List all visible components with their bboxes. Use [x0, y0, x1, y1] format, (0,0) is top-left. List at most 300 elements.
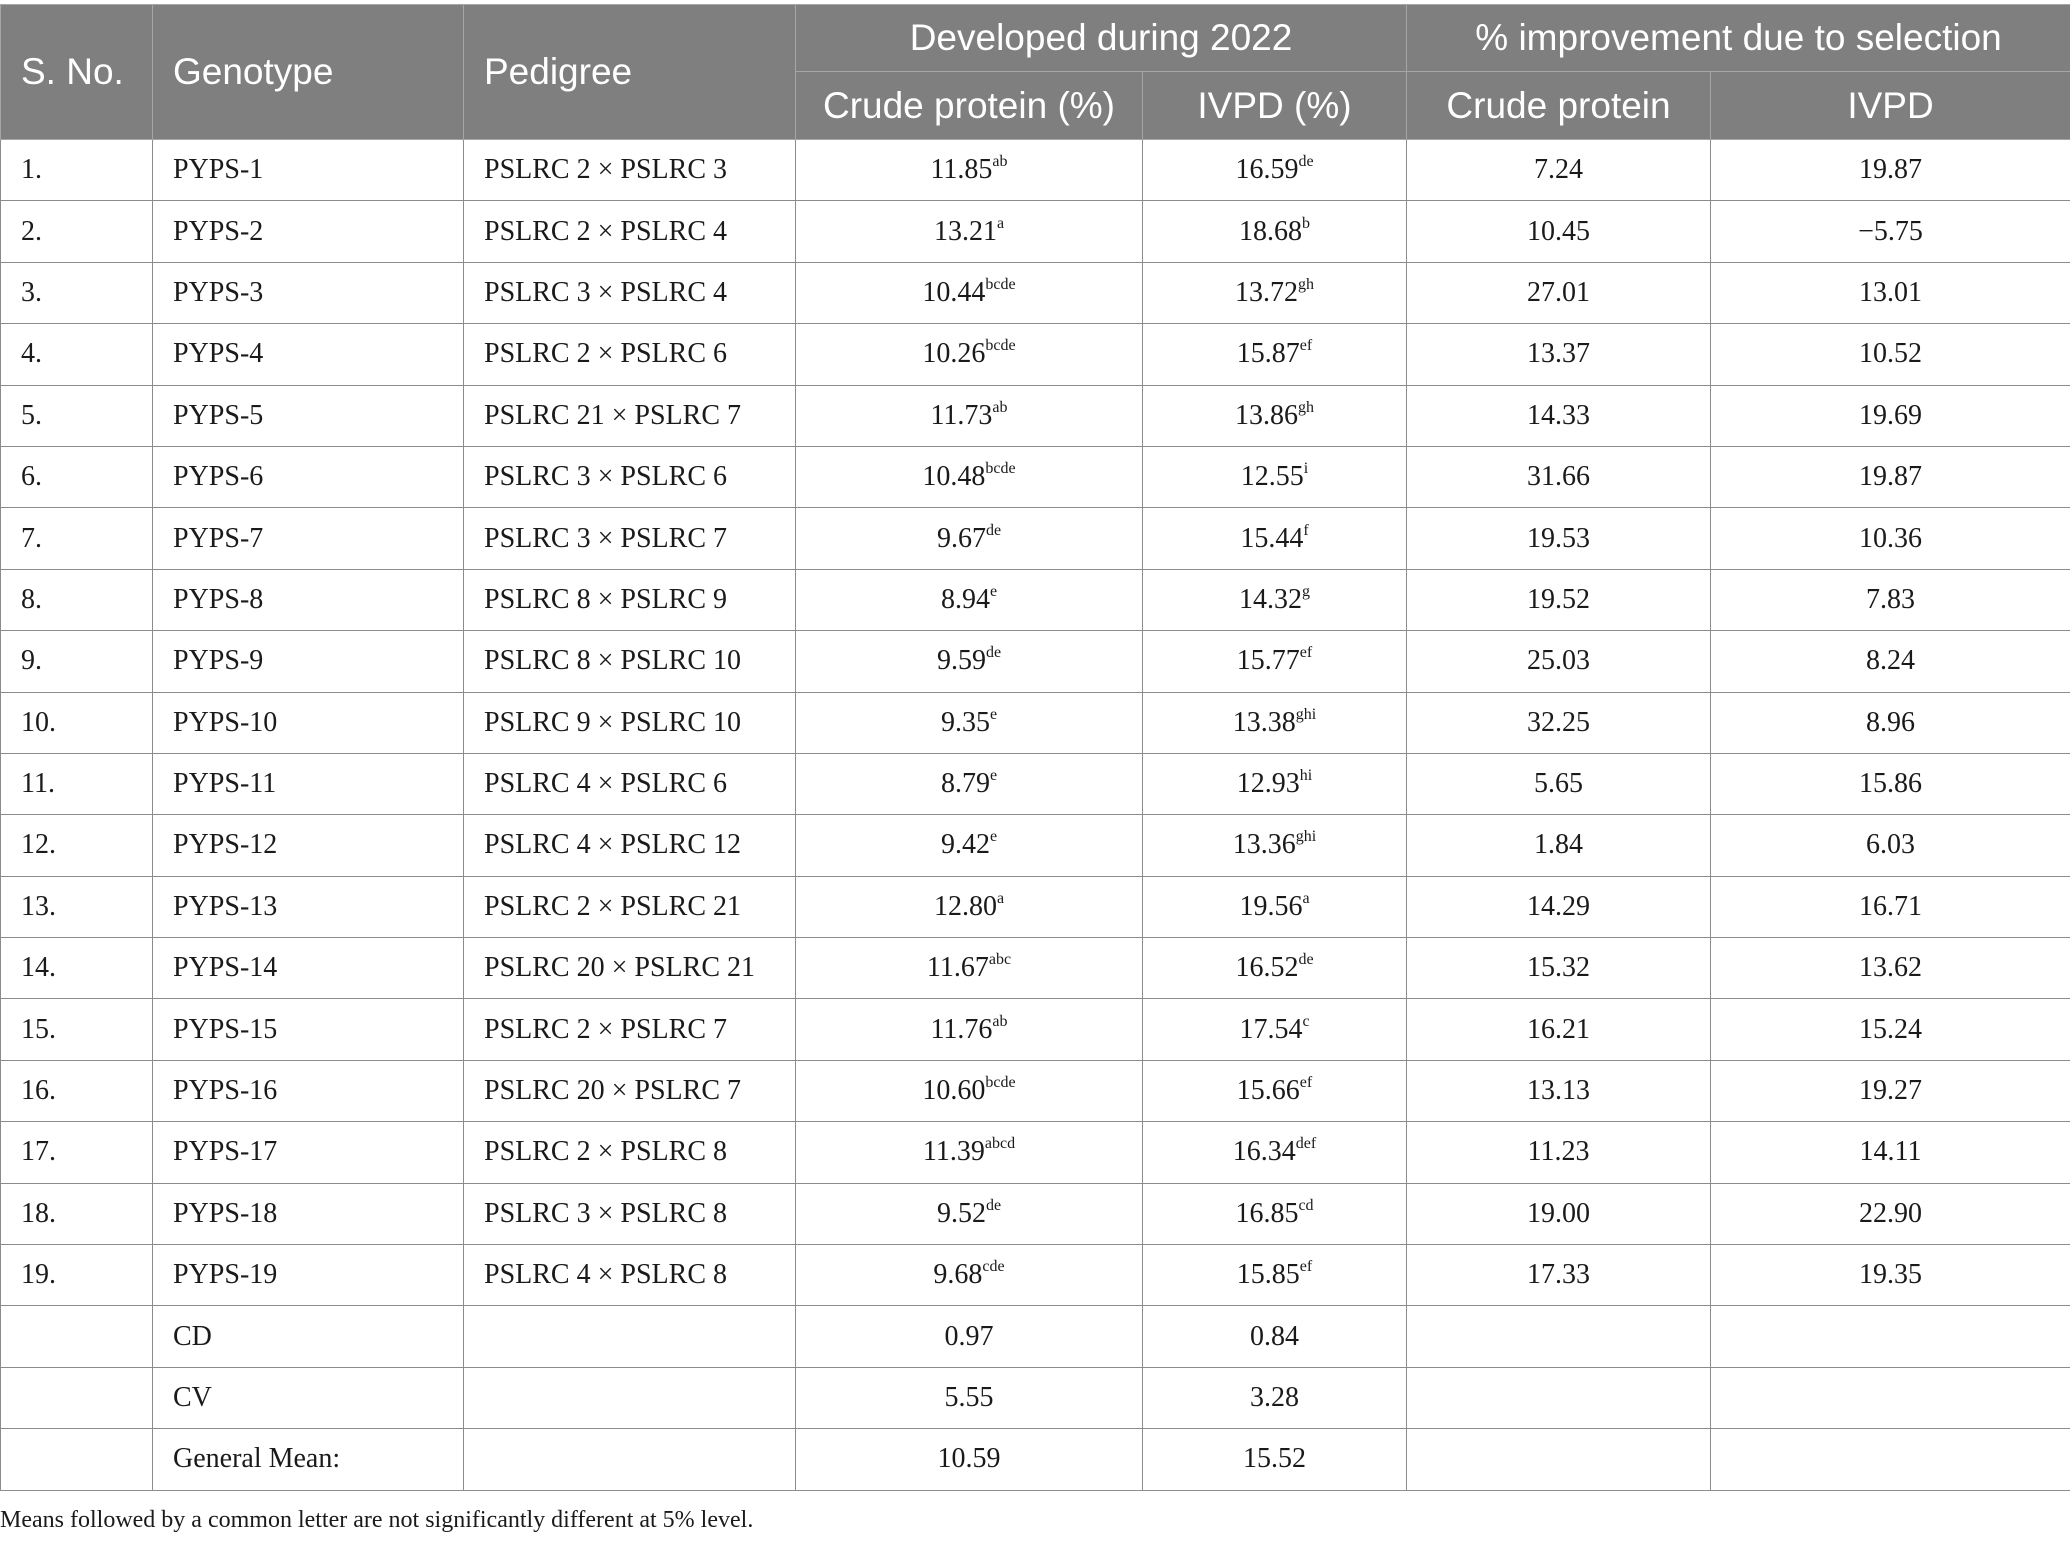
cell-pedigree-value: PSLRC 8 × PSLRC 10	[484, 645, 741, 677]
cell-ivpd-significance-letters: de	[1298, 951, 1314, 969]
cell-improvement-ivpd-value: 19.87	[1859, 154, 1923, 186]
cell-crude-protein-value: 10.60	[922, 1075, 986, 1107]
cell-genotype	[153, 446, 464, 507]
cell-improvement-crude-protein	[1407, 753, 1711, 814]
cell-ivpd	[1143, 815, 1407, 876]
cell-pedigree-value: PSLRC 2 × PSLRC 3	[484, 154, 727, 186]
cell-ivpd-significance-letters: c	[1302, 1012, 1310, 1030]
cell-genotype	[153, 999, 464, 1060]
cell-crude-protein-value: 8.79	[940, 768, 990, 800]
table-row	[1, 201, 2070, 262]
cell-ivpd-significance-letters: ghi	[1295, 828, 1317, 846]
cell-ivpd-significance-letters: ghi	[1295, 705, 1317, 723]
cell-ivpd-value: 15.44	[1240, 522, 1304, 554]
table-row	[1, 1183, 2070, 1244]
cell-ivpd-value: 19.56	[1239, 890, 1303, 922]
cell-summary-crude-protein	[796, 1429, 1143, 1490]
cell-ivpd-significance-letters: a	[1302, 889, 1310, 907]
cell-ivpd-value: 12.93	[1236, 768, 1300, 800]
cell-ivpd-value: 14.32	[1239, 583, 1302, 615]
cell-genotype-value: PYPS-19	[173, 1259, 278, 1291]
cell-sno-value: 8.	[21, 583, 42, 615]
cell-crude-protein	[796, 508, 1143, 569]
cell-summary-label-value: CV	[173, 1382, 212, 1413]
cell-improvement-crude-protein-value: 5.65	[1534, 768, 1584, 800]
cell-improvement-crude-protein-value: 1.84	[1534, 829, 1584, 861]
cell-improvement-ivpd-value: 7.83	[1866, 583, 1916, 615]
cell-ivpd	[1143, 385, 1407, 446]
summary-row	[1, 1367, 2070, 1428]
cell-sno-value: 1.	[21, 154, 42, 186]
cell-improvement-ivpd	[1711, 1183, 2070, 1244]
cell-improvement-crude-protein	[1407, 999, 1711, 1060]
cell-summary-ivpd	[1143, 1367, 1407, 1428]
table-row	[1, 753, 2070, 814]
cell-crude-protein-value: 9.52	[936, 1197, 986, 1229]
cell-improvement-ivpd-empty	[1711, 1429, 2070, 1490]
table-row	[1, 1122, 2070, 1183]
cell-pedigree-empty	[464, 1306, 796, 1367]
cell-improvement-crude-protein	[1407, 938, 1711, 999]
cell-ivpd	[1143, 140, 1407, 201]
cell-ivpd	[1143, 1245, 1407, 1306]
cell-pedigree-value: PSLRC 2 × PSLRC 6	[484, 338, 727, 370]
cell-improvement-crude-protein	[1407, 692, 1711, 753]
cell-genotype-value: PYPS-11	[173, 768, 277, 800]
cell-improvement-crude-protein-empty	[1407, 1429, 1711, 1490]
cell-crude-protein-value: 10.48	[922, 461, 986, 493]
cell-crude-protein	[796, 876, 1143, 937]
cell-crude-protein-value: 9.68	[933, 1259, 983, 1291]
cell-crude-protein	[796, 1122, 1143, 1183]
cell-crude-protein-significance-letters: ab	[992, 398, 1008, 416]
cell-genotype-value: PYPS-8	[173, 583, 264, 615]
cell-crude-protein	[796, 938, 1143, 999]
cell-genotype	[153, 1245, 464, 1306]
cell-crude-protein-significance-letters: de	[985, 521, 1002, 539]
cell-sno-value: 3.	[21, 276, 42, 308]
cell-ivpd-value: 15.87	[1236, 338, 1300, 370]
cell-improvement-ivpd	[1711, 446, 2070, 507]
cell-genotype-value: PYPS-4	[173, 338, 264, 370]
cell-genotype	[153, 815, 464, 876]
cell-improvement-crude-protein-value: 25.03	[1527, 645, 1591, 677]
cell-sno	[1, 999, 153, 1060]
cell-pedigree	[464, 1245, 796, 1306]
cell-crude-protein	[796, 262, 1143, 323]
cell-improvement-ivpd	[1711, 140, 2070, 201]
cell-ivpd-significance-letters: ef	[1299, 337, 1313, 355]
cell-crude-protein-value: 11.39	[922, 1136, 985, 1168]
cell-improvement-crude-protein	[1407, 815, 1711, 876]
table-row	[1, 508, 2070, 569]
header-genotype: Genotype	[153, 5, 464, 140]
header-group-improvement: % improvement due to selection	[1407, 5, 2070, 72]
cell-genotype	[153, 1122, 464, 1183]
cell-sno	[1, 446, 153, 507]
cell-sno-value: 2.	[21, 215, 42, 247]
header-group-developed: Developed during 2022	[796, 5, 1407, 72]
cell-ivpd	[1143, 446, 1407, 507]
cell-sno-value: 7.	[21, 522, 42, 554]
cell-genotype	[153, 569, 464, 630]
cell-improvement-crude-protein-empty	[1407, 1367, 1711, 1428]
cell-sno	[1, 140, 153, 201]
cell-ivpd	[1143, 508, 1407, 569]
cell-sno-value: 12.	[21, 829, 56, 861]
cell-genotype	[153, 262, 464, 323]
cell-improvement-crude-protein-value: 16.21	[1527, 1013, 1591, 1045]
cell-genotype-value: PYPS-10	[173, 706, 278, 738]
cell-genotype-value: PYPS-15	[173, 1013, 278, 1045]
cell-ivpd-significance-letters: gh	[1298, 398, 1314, 416]
cell-sno	[1, 876, 153, 937]
cell-pedigree	[464, 262, 796, 323]
cell-improvement-ivpd	[1711, 999, 2070, 1060]
cell-improvement-crude-protein	[1407, 262, 1711, 323]
cell-crude-protein	[796, 140, 1143, 201]
cell-summary-crude-protein	[796, 1306, 1143, 1367]
cell-pedigree	[464, 1060, 796, 1121]
cell-pedigree	[464, 201, 796, 262]
cell-sno-value: 9.	[21, 645, 42, 677]
cell-crude-protein-value: 13.21	[933, 215, 997, 247]
cell-pedigree	[464, 140, 796, 201]
cell-summary-ivpd-value: 0.84	[1250, 1320, 1299, 1352]
cell-ivpd	[1143, 1122, 1407, 1183]
cell-sno	[1, 569, 153, 630]
cell-improvement-ivpd	[1711, 1122, 2070, 1183]
cell-crude-protein-significance-letters: e	[989, 828, 998, 846]
header-pedigree: Pedigree	[464, 5, 796, 140]
cell-pedigree	[464, 324, 796, 385]
cell-sno	[1, 324, 153, 385]
cell-improvement-crude-protein-value: 19.53	[1527, 522, 1591, 554]
cell-sno-value: 16.	[21, 1075, 56, 1107]
cell-improvement-ivpd-value: 8.24	[1866, 645, 1916, 677]
cell-summary-label-value: CD	[173, 1320, 212, 1352]
cell-genotype	[153, 140, 464, 201]
cell-ivpd-value: 16.85	[1235, 1197, 1299, 1229]
cell-crude-protein-value: 12.80	[933, 890, 997, 922]
cell-ivpd-significance-letters: g	[1302, 582, 1310, 600]
cell-improvement-ivpd-value: 19.35	[1859, 1259, 1923, 1291]
cell-improvement-crude-protein-value: 17.33	[1527, 1259, 1591, 1291]
cell-genotype-value: PYPS-9	[173, 645, 264, 677]
cell-sno-empty	[1, 1429, 153, 1490]
cell-pedigree	[464, 753, 796, 814]
cell-genotype	[153, 753, 464, 814]
cell-genotype-value: PYPS-18	[173, 1197, 278, 1229]
cell-ivpd-significance-letters: def	[1295, 1135, 1317, 1153]
cell-improvement-ivpd-value: 15.86	[1859, 768, 1923, 800]
cell-pedigree	[464, 508, 796, 569]
cell-pedigree-value: PSLRC 9 × PSLRC 10	[484, 706, 741, 738]
cell-summary-ivpd-value: 15.52	[1243, 1443, 1306, 1475]
genotype-table	[0, 4, 2070, 1491]
cell-improvement-ivpd-value: 10.36	[1859, 522, 1923, 554]
cell-genotype-value: PYPS-3	[173, 276, 264, 308]
cell-pedigree	[464, 938, 796, 999]
cell-sno-value: 5.	[21, 399, 42, 431]
cell-improvement-ivpd	[1711, 569, 2070, 630]
cell-summary-ivpd	[1143, 1429, 1407, 1490]
cell-genotype-value: PYPS-17	[173, 1136, 278, 1168]
cell-crude-protein	[796, 999, 1143, 1060]
cell-ivpd	[1143, 262, 1407, 323]
cell-improvement-ivpd-value: 19.87	[1859, 461, 1923, 493]
cell-crude-protein-significance-letters: bcde	[985, 1074, 1016, 1092]
cell-crude-protein	[796, 1060, 1143, 1121]
cell-improvement-crude-protein	[1407, 1183, 1711, 1244]
cell-genotype-value: PYPS-2	[173, 215, 264, 247]
cell-sno	[1, 1060, 153, 1121]
cell-sno-value: 14.	[21, 952, 56, 984]
cell-genotype	[153, 1060, 464, 1121]
cell-ivpd-value: 17.54	[1239, 1013, 1303, 1045]
cell-genotype	[153, 508, 464, 569]
cell-improvement-ivpd-value: −5.75	[1858, 215, 1923, 247]
cell-improvement-crude-protein	[1407, 1245, 1711, 1306]
cell-ivpd	[1143, 999, 1407, 1060]
cell-crude-protein	[796, 692, 1143, 753]
cell-crude-protein	[796, 324, 1143, 385]
cell-sno-value: 4.	[21, 338, 42, 370]
cell-sno-empty	[1, 1367, 153, 1428]
cell-ivpd-significance-letters: ef	[1299, 644, 1313, 662]
cell-crude-protein	[796, 1245, 1143, 1306]
cell-genotype-value: PYPS-7	[173, 522, 264, 554]
cell-sno	[1, 631, 153, 692]
cell-genotype	[153, 876, 464, 937]
cell-sno	[1, 938, 153, 999]
cell-crude-protein	[796, 446, 1143, 507]
cell-pedigree	[464, 1122, 796, 1183]
cell-crude-protein-significance-letters: de	[985, 1196, 1002, 1214]
cell-improvement-crude-protein-value: 19.00	[1527, 1197, 1591, 1229]
cell-crude-protein-significance-letters: ab	[992, 153, 1008, 171]
cell-sno-value: 13.	[21, 890, 56, 922]
cell-ivpd	[1143, 201, 1407, 262]
cell-crude-protein-value: 9.35	[940, 706, 990, 738]
cell-crude-protein-significance-letters: a	[996, 889, 1005, 907]
summary-row	[1, 1429, 2070, 1490]
cell-improvement-ivpd-value: 15.24	[1859, 1013, 1923, 1045]
summary-row	[1, 1306, 2070, 1367]
cell-pedigree-value: PSLRC 20 × PSLRC 7	[484, 1075, 741, 1107]
cell-pedigree-value: PSLRC 4 × PSLRC 12	[484, 829, 741, 861]
cell-ivpd-value: 13.38	[1232, 706, 1296, 738]
cell-improvement-crude-protein-value: 14.33	[1527, 399, 1591, 431]
cell-pedigree-value: PSLRC 2 × PSLRC 8	[484, 1136, 727, 1168]
header-crude-protein: Crude protein	[1407, 72, 1711, 140]
cell-sno	[1, 753, 153, 814]
cell-sno	[1, 508, 153, 569]
cell-improvement-ivpd	[1711, 385, 2070, 446]
cell-crude-protein-value: 11.67	[926, 952, 989, 984]
cell-sno	[1, 1245, 153, 1306]
cell-crude-protein-value: 11.76	[930, 1013, 993, 1045]
cell-crude-protein-value: 10.44	[922, 276, 986, 308]
cell-ivpd-value: 15.85	[1236, 1259, 1300, 1291]
data-table-container	[0, 4, 2070, 1491]
cell-ivpd-significance-letters: ef	[1299, 1074, 1313, 1092]
cell-crude-protein-value: 9.67	[936, 522, 986, 554]
cell-ivpd-value: 13.72	[1235, 276, 1298, 308]
cell-genotype-value: PYPS-1	[173, 154, 264, 186]
cell-genotype-value: PYPS-14	[173, 952, 278, 984]
cell-ivpd-value: 16.52	[1235, 952, 1299, 984]
cell-pedigree-value: PSLRC 21 × PSLRC 7	[484, 399, 741, 431]
table-row	[1, 569, 2070, 630]
cell-crude-protein	[796, 815, 1143, 876]
cell-genotype-value: PYPS-12	[173, 829, 278, 861]
table-row	[1, 815, 2070, 876]
cell-improvement-ivpd-value: 13.01	[1859, 276, 1923, 308]
cell-improvement-crude-protein-value: 10.45	[1527, 215, 1591, 247]
cell-improvement-crude-protein	[1407, 140, 1711, 201]
header-ivpd: IVPD	[1711, 72, 2070, 140]
cell-improvement-ivpd-empty	[1711, 1306, 2070, 1367]
cell-improvement-ivpd	[1711, 692, 2070, 753]
cell-pedigree-value: PSLRC 3 × PSLRC 8	[484, 1197, 727, 1229]
cell-crude-protein-value: 9.59	[936, 645, 986, 677]
cell-pedigree	[464, 1183, 796, 1244]
cell-crude-protein-significance-letters: e	[989, 767, 998, 785]
cell-sno	[1, 385, 153, 446]
table-row	[1, 1060, 2070, 1121]
cell-ivpd-significance-letters: de	[1298, 153, 1314, 171]
cell-summary-label	[153, 1306, 464, 1367]
cell-improvement-crude-protein-value: 13.13	[1527, 1075, 1591, 1107]
cell-crude-protein-significance-letters: bcde	[985, 337, 1016, 355]
cell-improvement-crude-protein	[1407, 201, 1711, 262]
cell-crude-protein	[796, 201, 1143, 262]
cell-sno-value: 6.	[21, 461, 42, 493]
cell-pedigree-empty	[464, 1367, 796, 1428]
cell-sno	[1, 201, 153, 262]
cell-crude-protein-significance-letters: a	[996, 214, 1005, 232]
cell-improvement-ivpd	[1711, 201, 2070, 262]
cell-ivpd	[1143, 1183, 1407, 1244]
cell-improvement-ivpd	[1711, 753, 2070, 814]
cell-improvement-ivpd	[1711, 1245, 2070, 1306]
cell-improvement-crude-protein	[1407, 631, 1711, 692]
cell-improvement-ivpd	[1711, 631, 2070, 692]
cell-ivpd-significance-letters: ef	[1299, 1258, 1313, 1276]
cell-crude-protein-value: 8.94	[940, 583, 990, 615]
cell-improvement-crude-protein-value: 32.25	[1527, 706, 1591, 738]
cell-crude-protein-value: 11.73	[930, 399, 993, 431]
cell-sno	[1, 815, 153, 876]
cell-improvement-ivpd-empty	[1711, 1367, 2070, 1428]
table-header	[1, 5, 2070, 140]
cell-summary-crude-protein-value: 10.59	[937, 1443, 1001, 1475]
cell-summary-ivpd	[1143, 1306, 1407, 1367]
cell-ivpd-significance-letters: i	[1303, 460, 1309, 478]
cell-sno	[1, 262, 153, 323]
cell-improvement-ivpd	[1711, 938, 2070, 999]
cell-summary-label-value: General Mean:	[173, 1443, 341, 1475]
cell-pedigree	[464, 631, 796, 692]
table-row	[1, 1245, 2070, 1306]
cell-ivpd	[1143, 631, 1407, 692]
cell-improvement-ivpd	[1711, 815, 2070, 876]
cell-genotype-value: PYPS-13	[173, 890, 278, 922]
cell-summary-crude-protein	[796, 1367, 1143, 1428]
cell-summary-ivpd-value: 3.28	[1250, 1382, 1299, 1413]
header-sno: S. No.	[1, 5, 153, 140]
cell-pedigree-value: PSLRC 3 × PSLRC 7	[484, 522, 727, 554]
cell-ivpd-value: 15.66	[1236, 1075, 1300, 1107]
cell-summary-crude-protein-value: 5.55	[944, 1382, 994, 1413]
table-row	[1, 692, 2070, 753]
cell-pedigree	[464, 692, 796, 753]
cell-genotype	[153, 631, 464, 692]
table-row	[1, 324, 2070, 385]
cell-ivpd-value: 16.34	[1232, 1136, 1296, 1168]
cell-pedigree	[464, 815, 796, 876]
cell-pedigree-value: PSLRC 2 × PSLRC 21	[484, 890, 741, 922]
cell-ivpd	[1143, 569, 1407, 630]
cell-crude-protein	[796, 385, 1143, 446]
cell-crude-protein	[796, 1183, 1143, 1244]
table-row	[1, 140, 2070, 201]
cell-summary-label	[153, 1429, 464, 1490]
cell-pedigree-empty	[464, 1429, 796, 1490]
cell-improvement-crude-protein-value: 27.01	[1527, 276, 1591, 308]
cell-genotype	[153, 1183, 464, 1244]
table-row	[1, 999, 2070, 1060]
cell-pedigree	[464, 385, 796, 446]
table-row	[1, 446, 2070, 507]
cell-pedigree-value: PSLRC 4 × PSLRC 6	[484, 768, 727, 800]
cell-summary-crude-protein-value: 0.97	[944, 1320, 994, 1352]
cell-sno	[1, 1122, 153, 1183]
cell-crude-protein-value: 9.42	[940, 829, 990, 861]
cell-crude-protein-significance-letters: abcd	[984, 1135, 1016, 1153]
cell-improvement-crude-protein-value: 7.24	[1534, 154, 1584, 186]
cell-genotype	[153, 692, 464, 753]
table-row	[1, 938, 2070, 999]
table-row	[1, 385, 2070, 446]
cell-sno	[1, 692, 153, 753]
cell-improvement-ivpd-value: 13.62	[1859, 952, 1923, 984]
cell-improvement-ivpd	[1711, 508, 2070, 569]
cell-improvement-crude-protein-value: 19.52	[1527, 583, 1591, 615]
cell-crude-protein-value: 11.85	[930, 154, 993, 186]
cell-improvement-crude-protein	[1407, 569, 1711, 630]
cell-pedigree-value: PSLRC 2 × PSLRC 4	[484, 215, 727, 247]
cell-improvement-ivpd-value: 14.11	[1859, 1136, 1922, 1168]
cell-improvement-ivpd-value: 6.03	[1866, 829, 1916, 861]
cell-ivpd-value: 13.86	[1235, 399, 1298, 431]
cell-ivpd-significance-letters: gh	[1298, 275, 1314, 293]
cell-sno-value: 18.	[21, 1197, 56, 1229]
cell-pedigree-value: PSLRC 8 × PSLRC 9	[484, 583, 727, 615]
cell-ivpd	[1143, 692, 1407, 753]
cell-ivpd-significance-letters: f	[1303, 521, 1309, 539]
cell-sno-value: 11.	[21, 768, 55, 800]
cell-improvement-crude-protein-value: 15.32	[1527, 952, 1591, 984]
cell-ivpd-value: 12.55	[1240, 461, 1304, 493]
cell-pedigree-value: PSLRC 20 × PSLRC 21	[484, 952, 755, 984]
cell-genotype	[153, 938, 464, 999]
cell-sno	[1, 1183, 153, 1244]
cell-crude-protein-significance-letters: e	[989, 582, 998, 600]
cell-summary-label	[153, 1367, 464, 1428]
cell-genotype-value: PYPS-16	[173, 1075, 278, 1107]
